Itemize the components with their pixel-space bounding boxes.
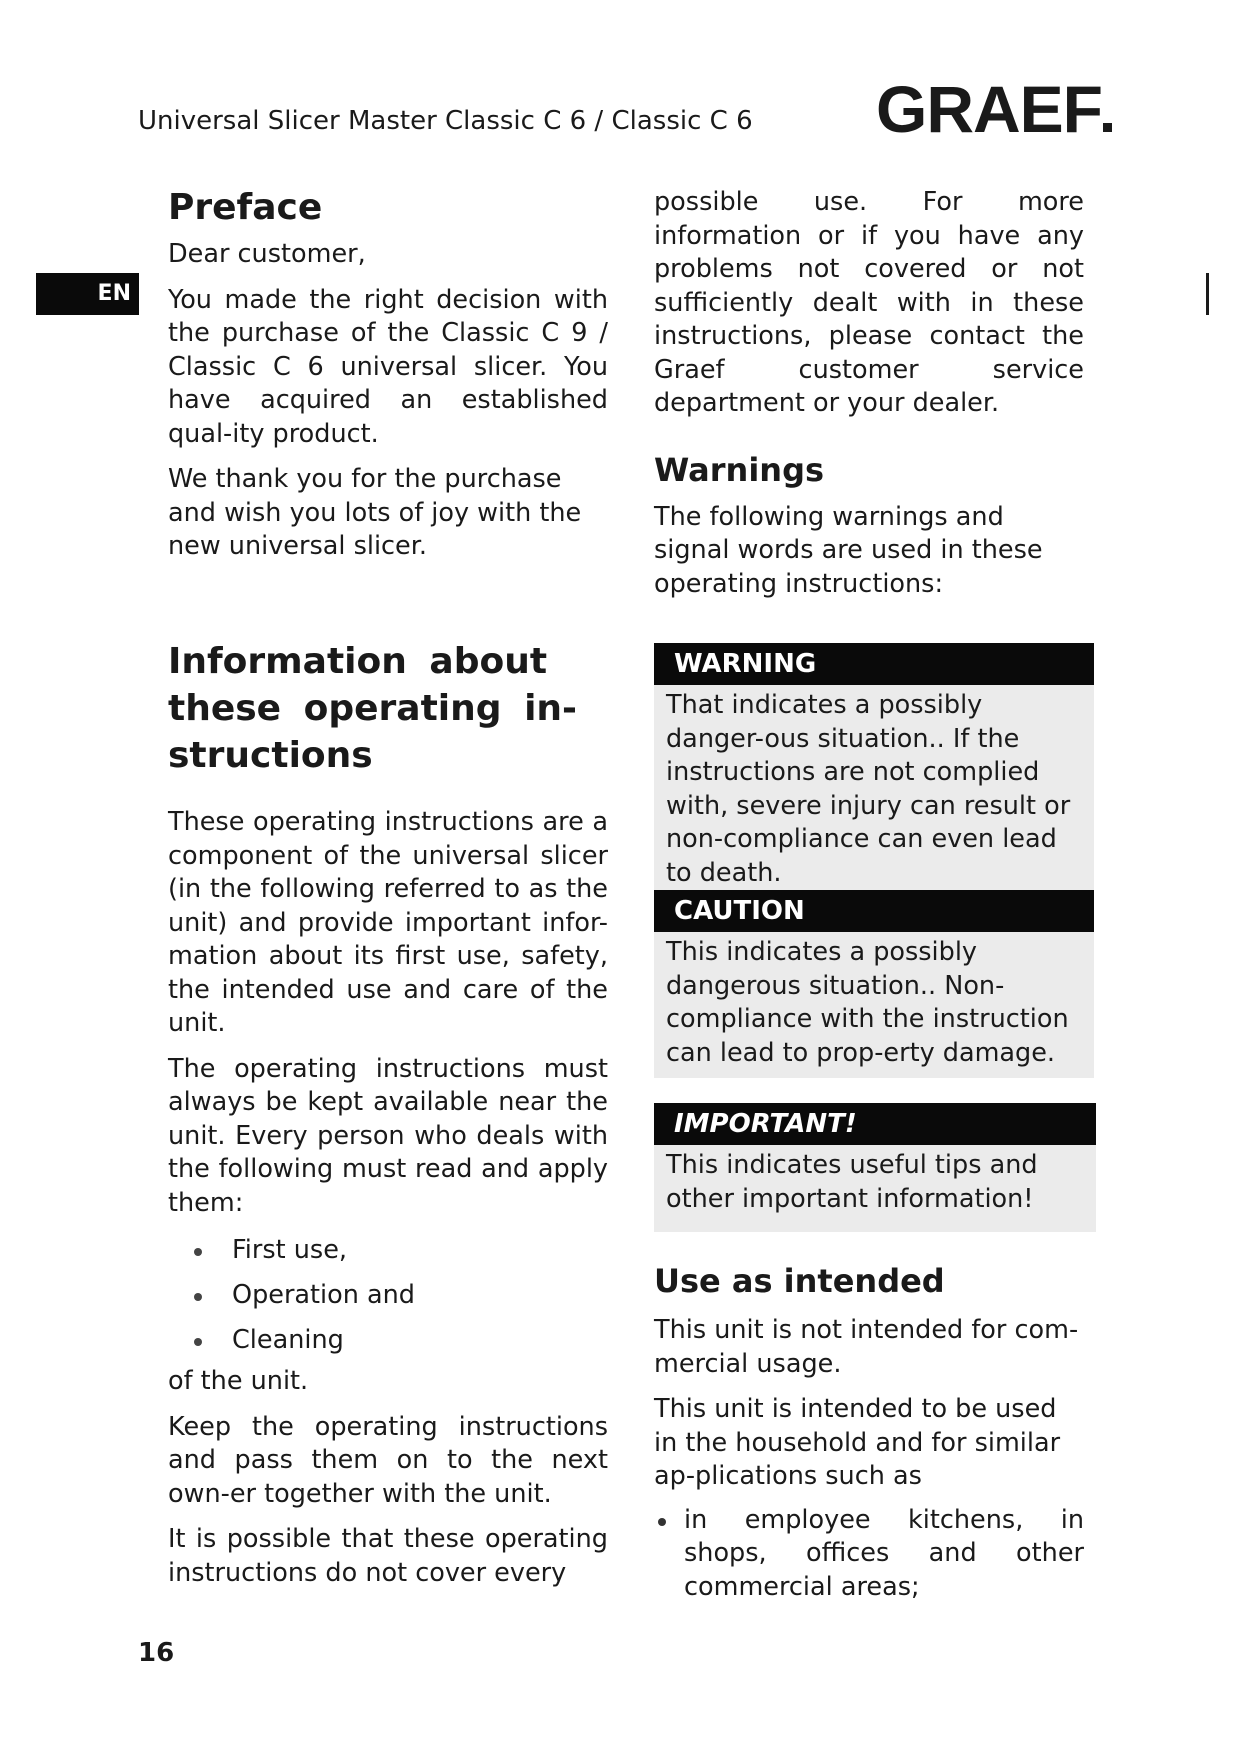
caution-text: This indicates a possibly dangerous situation.. Non-compliance with the instruction can lead to prop-erty damage. bbox=[666, 937, 1069, 1068]
language-tab: EN bbox=[36, 273, 139, 315]
warning-text: That indicates a possibly danger-ous situation.. If the instructions are not complied with, severe injury can result or non-compliance can even lead to death. bbox=[666, 690, 1071, 888]
list-item: Operation and bbox=[168, 1273, 608, 1318]
preface-salutation: Dear customer, bbox=[168, 239, 366, 269]
warning-label: WARNING bbox=[654, 643, 1094, 685]
info-after-bullets: of the unit. bbox=[168, 1366, 309, 1396]
info-paragraph-3: Keep the operating instructions and pass them on to the next own-er together with the unit. bbox=[168, 1411, 608, 1509]
caution-label: CAUTION bbox=[654, 890, 1094, 932]
info-bullet-list bbox=[168, 1228, 608, 1363]
continuation-paragraph: possible use. For more information or if you have any problems not covered or not sufficiently dealt with in these instructions, please contact the Graef customer service department or your dealer. bbox=[654, 187, 1084, 418]
preface-section bbox=[168, 186, 608, 564]
use-paragraph-2: This unit is intended to be used in the household and for similar ap-plications such as bbox=[654, 1394, 1061, 1491]
important-label: IMPORTANT! bbox=[654, 1103, 1096, 1145]
logo-dot bbox=[1103, 123, 1112, 132]
page-edge-marker bbox=[1206, 273, 1209, 315]
info-paragraph-4: It is possible that these operating instructions do not cover every bbox=[168, 1524, 608, 1588]
brand-logo: GRAEF bbox=[876, 76, 1112, 142]
list-item: First use, bbox=[168, 1228, 608, 1273]
use-paragraph-1: This unit is not intended for com-mercial usage. bbox=[654, 1315, 1079, 1379]
info-heading: Information about these operating in-structions bbox=[168, 641, 577, 776]
preface-paragraph-1: You made the right decision with the purchase of the Classic C 9 / Classic C 6 universal slicer. You have acquired an established qual-ity product. bbox=[168, 284, 608, 449]
header-title: Universal Slicer Master Classic C 6 / Classic C 6 bbox=[138, 106, 753, 136]
list-item: Cleaning bbox=[168, 1318, 608, 1363]
info-section bbox=[168, 638, 588, 779]
right-top-section bbox=[654, 186, 1084, 601]
preface-heading: Preface bbox=[168, 187, 323, 228]
use-heading: Use as intended bbox=[654, 1262, 945, 1300]
info-paragraph-2: The operating instructions must always be kept available near the unit. Every person who deals with the following must read and apply them: bbox=[168, 1053, 608, 1218]
use-bullet: in employee kitchens, in shops, offices and other commercial areas; bbox=[654, 1504, 1084, 1605]
warnings-intro: The following warnings and signal words are used in these operating instructions: bbox=[654, 501, 1043, 599]
caution-notice bbox=[654, 890, 1094, 1078]
use-section bbox=[654, 1262, 1084, 1604]
warning-notice bbox=[654, 643, 1094, 898]
important-notice bbox=[654, 1103, 1096, 1232]
important-text: This indicates useful tips and other important information! bbox=[666, 1150, 1038, 1214]
info-paragraph-1: These operating instructions are a component of the universal slicer (in the following referred to as the unit) and provide important infor-mation about its first use, safety, the intended use and care of the unit. bbox=[168, 807, 608, 1038]
warnings-heading: Warnings bbox=[654, 450, 825, 489]
info-body bbox=[168, 806, 608, 1590]
preface-paragraph-2: We thank you for the purchase and wish you lots of joy with the new universal slicer. bbox=[168, 464, 582, 561]
page-number: 16 bbox=[138, 1638, 175, 1668]
